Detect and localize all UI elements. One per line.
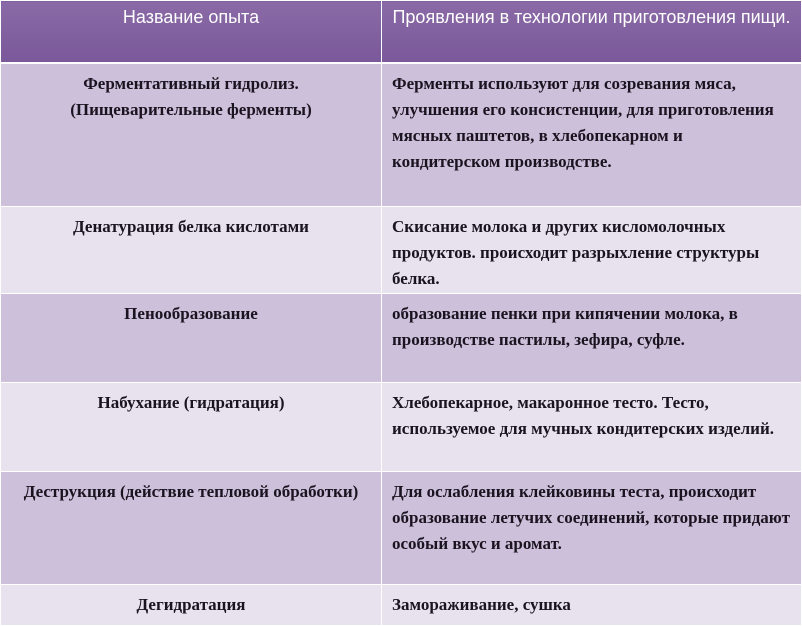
- header-manifestations-text: Проявления в технологии приготовления пищи.: [392, 7, 791, 27]
- table-row: [1, 472, 802, 585]
- table-body: [1, 63, 802, 626]
- experiment-name: Ферментативный гидролиз. (Пищеварительные ферменты): [70, 74, 312, 119]
- manifestation-cell: [382, 383, 802, 472]
- table-row: [1, 585, 802, 626]
- experiment-name: Денатурация белка кислотами: [73, 217, 309, 236]
- manifestation-cell: [382, 63, 802, 207]
- experiment-name: Набухание (гидратация): [97, 393, 285, 412]
- experiment-name-cell: [1, 207, 382, 294]
- manifestation-text: образование пенки при кипячении молока, в производстве пастилы, зефира, суфле.: [392, 304, 738, 349]
- table-header: [1, 1, 802, 64]
- experiment-name-cell: [1, 294, 382, 383]
- manifestation-cell: [382, 294, 802, 383]
- manifestation-cell: [382, 472, 802, 585]
- table-row: [1, 207, 802, 294]
- experiment-name-cell: [1, 472, 382, 585]
- experiment-name: Пенообразование: [124, 304, 258, 323]
- manifestation-text: Для ослабления клейковины теста, происходит образование летучих соединений, которые придают особый вкус и аромат.: [392, 482, 790, 553]
- table-row: [1, 63, 802, 207]
- manifestation-text: Хлебопекарное, макаронное тесто. Тесто, используемое для мучных кондитерских изделий.: [392, 393, 774, 438]
- manifestation-text: Скисание молока и других кисломолочных продуктов. происходит разрыхление структуры белка.: [392, 217, 760, 288]
- header-experiment-name: [1, 1, 382, 64]
- experiment-name-cell: [1, 63, 382, 207]
- experiment-name-cell: [1, 383, 382, 472]
- manifestation-text: Замораживание, сушка: [392, 595, 571, 614]
- header-experiment-name-text: Название опыта: [122, 7, 260, 27]
- experiment-name: Деструкция (действие тепловой обработки): [23, 482, 359, 501]
- header-row: [1, 1, 802, 64]
- experiment-name: Дегидратация: [136, 595, 246, 614]
- table-row: [1, 294, 802, 383]
- experiment-name-cell: [1, 585, 382, 626]
- table-row: [1, 383, 802, 472]
- manifestation-cell: [382, 207, 802, 294]
- manifestation-cell: [382, 585, 802, 626]
- manifestation-text: Ферменты используют для созревания мяса, улучшения его консистенции, для приготовления мясных паштетов, в хлебопекарном и кондитерском производстве.: [392, 74, 774, 171]
- header-manifestations: [382, 1, 802, 64]
